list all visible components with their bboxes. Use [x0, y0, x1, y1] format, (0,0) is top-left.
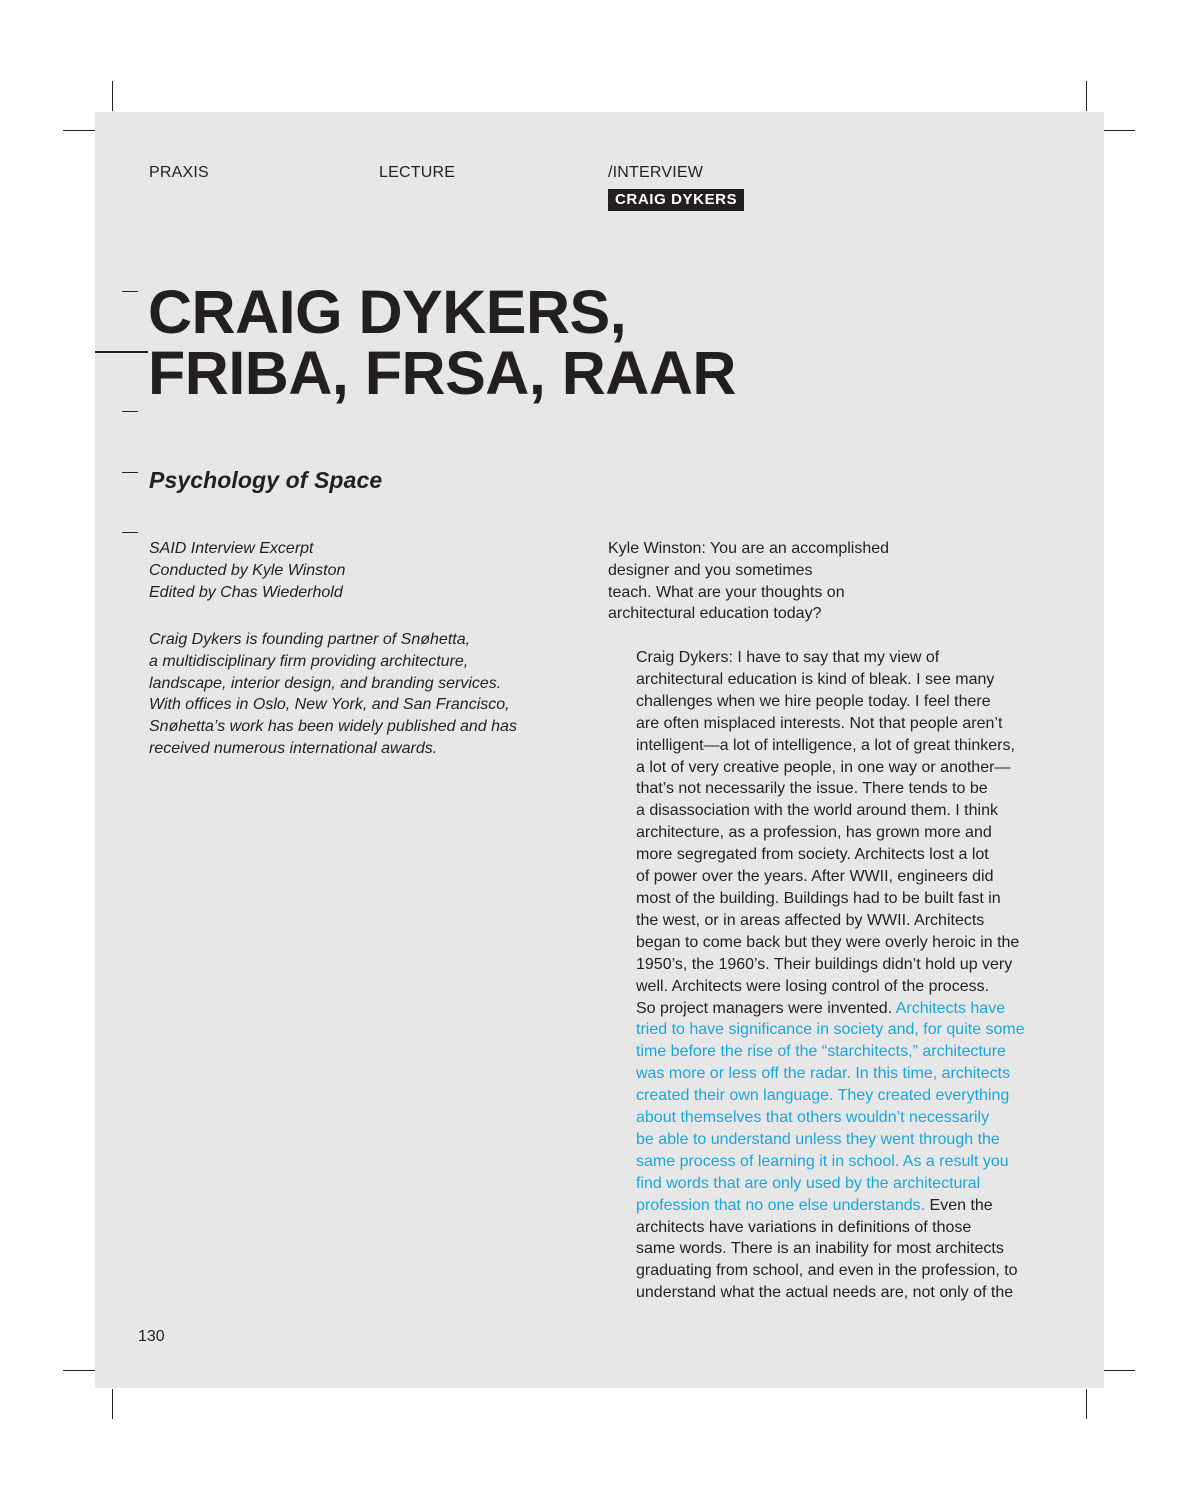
bio-paragraph	[149, 629, 569, 760]
answer-line	[636, 1063, 1096, 1085]
answer-text: of power over the years. After WWII, engineers did	[636, 868, 994, 886]
answer-line	[636, 954, 1096, 976]
interview-answer	[636, 647, 1096, 1304]
bio-line: Snøhetta’s work has been widely published and has	[149, 718, 517, 736]
answer-line	[636, 1238, 1096, 1260]
answer-line	[636, 1260, 1096, 1282]
answer-line	[636, 691, 1096, 713]
crop-mark	[1101, 1370, 1135, 1371]
bio-line: Craig Dykers is founding partner of Snøhetta,	[149, 631, 471, 648]
crop-mark	[1086, 1389, 1087, 1419]
answer-text: a lot of very creative people, in one way or another—	[636, 758, 1011, 776]
answer-line	[636, 844, 1096, 866]
answer-line	[636, 1129, 1096, 1151]
answer-line	[636, 757, 1096, 779]
answer-line	[636, 1019, 1096, 1041]
section-badge: CRAIG DYKERS	[608, 189, 744, 211]
interview-question	[608, 538, 1028, 625]
answer-line	[636, 1041, 1096, 1063]
answer-line	[636, 1217, 1096, 1239]
nav-interview[interactable]: /INTERVIEW	[608, 164, 704, 181]
highlighted-text: profession that no one else understands.	[636, 1196, 926, 1214]
answer-line	[636, 1107, 1096, 1129]
highlighted-text: Architects have	[895, 999, 1006, 1017]
answer-line	[636, 778, 1096, 800]
nav-praxis[interactable]: PRAXIS	[149, 164, 209, 181]
highlighted-text: about themselves that others wouldn’t necessarily	[636, 1109, 990, 1127]
answer-line	[636, 1173, 1096, 1195]
answer-text: well. Architects were losing control of the process.	[636, 977, 990, 995]
answer-line	[636, 735, 1096, 757]
answer-text: understand what the actual needs are, not only of the	[636, 1284, 1014, 1302]
answer-line	[636, 1282, 1096, 1304]
highlighted-text: be able to understand unless they went through the	[636, 1130, 1000, 1148]
answer-line	[636, 998, 1096, 1020]
question-line: Kyle Winston: You are an accomplished	[608, 540, 890, 557]
answer-line	[636, 976, 1096, 998]
answer-line	[636, 713, 1096, 735]
answer-text: most of the building. Buildings had to be built fast in	[636, 889, 1001, 907]
margin-tick	[122, 532, 138, 533]
highlighted-text: time before the rise of the “starchitects,” architecture	[636, 1043, 1006, 1061]
answer-line	[636, 822, 1096, 844]
answer-text: So project managers were invented.	[636, 999, 896, 1017]
nav-lecture[interactable]: LECTURE	[379, 164, 456, 181]
answer-text: 1950’s, the 1960’s. Their buildings didn’t hold up very	[636, 955, 1013, 973]
answer-text: architecture, as a profession, has grown more and	[636, 824, 992, 842]
page-title	[148, 278, 1048, 407]
answer-text: challenges when we hire people today. I feel there	[636, 692, 991, 710]
answer-text: graduating from school, and even in the profession, to	[636, 1262, 1018, 1280]
highlighted-text: same process of learning it in school. As a result you	[636, 1152, 1009, 1170]
crop-mark	[112, 1389, 113, 1419]
answer-text: more segregated from society. Architects lost a lot	[636, 846, 989, 864]
answer-line	[636, 647, 1096, 669]
margin-tick	[122, 472, 138, 473]
answer-text: intelligent—a lot of intelligence, a lot of great thinkers,	[636, 736, 1015, 754]
answer-line	[636, 932, 1096, 954]
bio-line: a multidisciplinary firm providing architecture,	[149, 652, 469, 670]
answer-text: Craig Dykers: I have to say that my view of	[636, 649, 940, 666]
question-line: architectural education today?	[608, 605, 822, 623]
answer-line	[636, 669, 1096, 691]
answer-text: that’s not necessarily the issue. There tends to be	[636, 780, 988, 798]
answer-line	[636, 1151, 1096, 1173]
answer-text: are often misplaced interests. Not that people aren’t	[636, 714, 1003, 732]
answer-line	[636, 1195, 1096, 1217]
crop-mark	[63, 130, 97, 131]
margin-tick	[122, 411, 138, 412]
highlighted-text: was more or less off the radar. In this time, architects	[636, 1065, 1011, 1083]
credits-block	[149, 538, 549, 603]
credit-line: Conducted by Kyle Winston	[149, 561, 346, 579]
margin-tick	[122, 291, 138, 292]
page-number: 130	[138, 1328, 165, 1345]
bio-line: landscape, interior design, and branding services.	[149, 674, 502, 692]
answer-text: same words. There is an inability for most architects	[636, 1240, 1004, 1258]
answer-line	[636, 910, 1096, 932]
margin-tick-long	[95, 351, 148, 353]
answer-text: architects have variations in definitions of those	[636, 1218, 972, 1236]
highlighted-text: find words that are only used by the architectural	[636, 1174, 981, 1192]
answer-line	[636, 888, 1096, 910]
title-line: FRIBA, FRSA, RAAR	[148, 339, 736, 407]
crop-mark	[1101, 130, 1135, 131]
answer-line	[636, 800, 1096, 822]
question-line: teach. What are your thoughts on	[608, 583, 845, 601]
answer-text: Even the	[925, 1196, 993, 1214]
question-line: designer and you sometimes	[608, 561, 813, 579]
highlighted-text: tried to have significance in society and, for quite some	[636, 1021, 1025, 1039]
answer-text: the west, or in areas affected by WWII. Architects	[636, 911, 985, 929]
credit-line: Edited by Chas Wiederhold	[149, 583, 343, 601]
bio-line: With offices in Oslo, New York, and San Francisco,	[149, 696, 510, 714]
crop-mark	[1086, 81, 1087, 111]
credit-line: SAID Interview Excerpt	[149, 540, 314, 557]
highlighted-text: created their own language. They created everything	[636, 1087, 1010, 1105]
answer-text: a disassociation with the world around them. I think	[636, 802, 998, 820]
title-line: CRAIG DYKERS,	[148, 278, 627, 346]
bio-line: received numerous international awards.	[149, 739, 438, 757]
answer-text: began to come back but they were overly heroic in the	[636, 933, 1020, 951]
crop-mark	[63, 1370, 97, 1371]
answer-text: architectural education is kind of bleak. I see many	[636, 670, 995, 688]
answer-line	[636, 866, 1096, 888]
subtitle: Psychology of Space	[149, 467, 383, 493]
answer-line	[636, 1085, 1096, 1107]
crop-mark	[112, 81, 113, 111]
